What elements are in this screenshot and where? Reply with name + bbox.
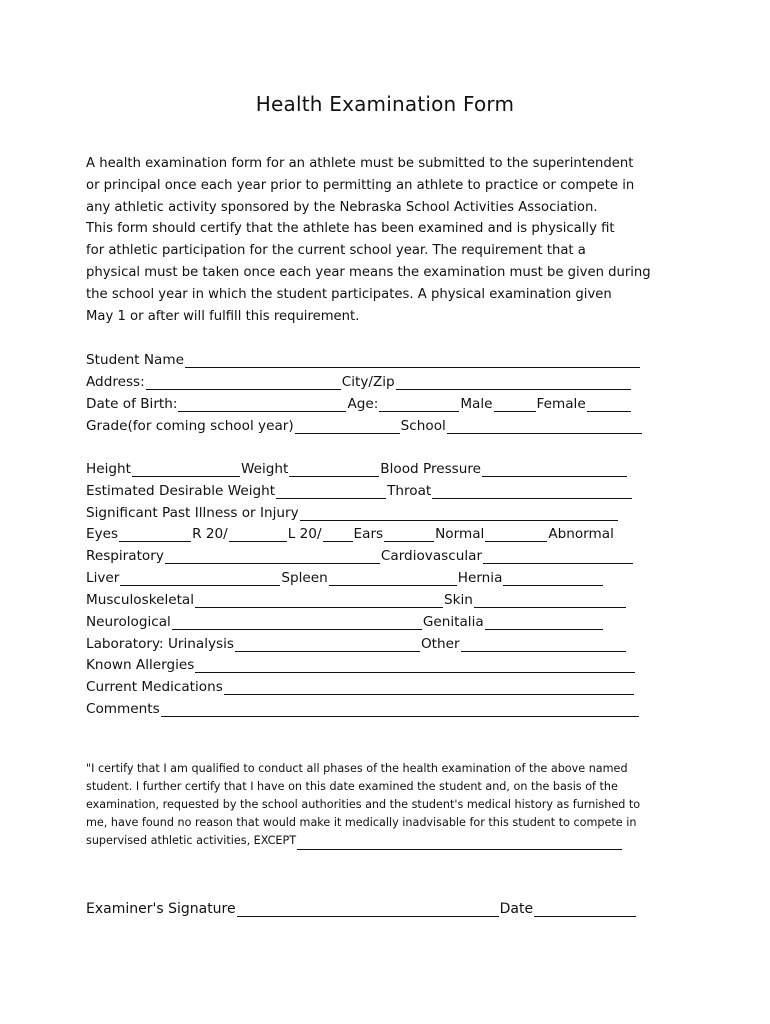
throat-field[interactable]	[432, 484, 632, 499]
past-illness-field[interactable]	[300, 506, 618, 521]
height-label: Height	[86, 461, 131, 477]
other-field[interactable]	[461, 637, 626, 652]
other-label: Other	[420, 636, 460, 652]
height-field[interactable]	[132, 462, 240, 477]
liver-label: Liver	[86, 570, 120, 586]
blood-pressure-label: Blood Pressure	[380, 461, 482, 477]
certification-line: student. I further certify that I have on this date examined the student and, on the basis of the	[86, 780, 618, 793]
comments-row	[86, 697, 640, 717]
examiner-signature-label: Examiner's Signature	[86, 901, 236, 917]
intro-line: May 1 or after will fulfill this requirement.	[86, 308, 360, 324]
address-row	[86, 370, 632, 390]
liver-field[interactable]	[120, 571, 280, 586]
school-label: School	[400, 418, 446, 434]
genitalia-field[interactable]	[485, 615, 603, 630]
musculoskeletal-field[interactable]	[195, 593, 443, 608]
lab-label: Laboratory: Urinalysis	[86, 636, 234, 652]
allergies-row	[86, 653, 636, 673]
intro-line: A health examination form for an athlete must be submitted to the superintendent	[86, 156, 634, 171]
intro-line: or principal once each year prior to permitting an athlete to practice or compete in	[86, 177, 635, 193]
address-field[interactable]	[146, 375, 341, 390]
neurological-field[interactable]	[172, 615, 422, 630]
spleen-field[interactable]	[329, 571, 457, 586]
height-row	[86, 457, 628, 477]
lab-field[interactable]	[235, 637, 420, 652]
eyes-field[interactable]	[119, 527, 191, 542]
certification-line: "I certify that I am qualified to conduct all phases of the health examination of the above named	[86, 762, 628, 775]
est-weight-row	[86, 479, 633, 499]
age-label: Age:	[347, 396, 379, 412]
female-field[interactable]	[587, 397, 631, 412]
intro-line: This form should certify that the athlete has been examined and is physically fit	[86, 221, 615, 237]
student-name-row	[86, 348, 641, 368]
intro-paragraph	[86, 153, 686, 327]
blood-pressure-field[interactable]	[482, 462, 627, 477]
male-field[interactable]	[494, 397, 536, 412]
male-label: Male	[460, 396, 493, 412]
neurological-label: Neurological	[86, 614, 171, 630]
musculoskeletal-row	[86, 588, 627, 608]
city-zip-label: City/Zip	[341, 374, 395, 390]
student-name-field[interactable]	[185, 353, 640, 368]
ears-field[interactable]	[384, 527, 434, 542]
comments-field[interactable]	[161, 702, 639, 717]
medications-row	[86, 675, 635, 695]
r20-field[interactable]	[229, 527, 287, 542]
est-weight-field[interactable]	[276, 484, 386, 499]
certification-line: examination, requested by the school authorities and the student's medical history as furnished to	[86, 798, 641, 811]
l20-field[interactable]	[323, 527, 353, 542]
est-weight-label: Estimated Desirable Weight	[86, 483, 276, 499]
weight-field[interactable]	[289, 462, 379, 477]
past-illness-row	[86, 501, 619, 521]
spleen-label: Spleen	[281, 570, 328, 586]
dob-row	[86, 392, 632, 412]
allergies-field[interactable]	[195, 658, 635, 673]
city-zip-field[interactable]	[396, 375, 631, 390]
intro-line: the school year in which the student participates. A physical examination given	[86, 286, 612, 302]
lab-row	[86, 632, 627, 652]
intro-line: for athletic participation for the current school year. The requirement that a	[86, 243, 586, 259]
liver-row	[86, 566, 604, 586]
date-field[interactable]	[534, 902, 636, 917]
certification-statement	[86, 760, 686, 850]
certification-except-row	[86, 832, 686, 850]
r20-label: R 20/	[192, 526, 228, 542]
certification-line: me, have found no reason that would make it medically inadvisable for this student to compete in	[86, 816, 637, 829]
genitalia-label: Genitalia	[422, 614, 484, 630]
grade-label: Grade(for coming school year)	[86, 418, 294, 434]
normal-field[interactable]	[485, 527, 547, 542]
signature-row	[86, 895, 637, 917]
hernia-field[interactable]	[503, 571, 603, 586]
respiratory-row	[86, 544, 634, 564]
comments-label: Comments	[86, 701, 160, 717]
intro-line: physical must be taken once each year means the examination must be given during	[86, 264, 651, 280]
address-label: Address:	[86, 374, 145, 390]
page-title: Health Examination Form	[255, 92, 515, 116]
weight-label: Weight	[240, 461, 289, 477]
ears-label: Ears	[353, 526, 384, 542]
age-field[interactable]	[379, 397, 459, 412]
l20-label: L 20/	[287, 526, 322, 542]
eyes-label: Eyes	[86, 526, 119, 542]
certification-line: supervised athletic activities, EXCEPT	[86, 834, 297, 847]
allergies-label: Known Allergies	[86, 657, 195, 673]
musculoskeletal-label: Musculoskeletal	[86, 592, 195, 608]
date-label: Date	[499, 901, 534, 917]
eyes-row	[86, 522, 614, 542]
female-label: Female	[536, 396, 586, 412]
grade-row	[86, 414, 643, 434]
dob-label: Date of Birth:	[86, 396, 178, 412]
respiratory-field[interactable]	[165, 549, 380, 564]
school-field[interactable]	[447, 419, 642, 434]
throat-label: Throat	[387, 483, 432, 499]
student-name-label: Student Name	[86, 352, 184, 368]
intro-line: any athletic activity sponsored by the Nebraska School Activities Association.	[86, 199, 598, 215]
past-illness-label: Significant Past Illness or Injury	[86, 505, 299, 521]
cardiovascular-field[interactable]	[483, 549, 633, 564]
neurological-row	[86, 610, 604, 630]
hernia-label: Hernia	[457, 570, 503, 586]
skin-field[interactable]	[474, 593, 626, 608]
medications-field[interactable]	[224, 680, 634, 695]
normal-label: Normal	[435, 526, 485, 542]
medications-label: Current Medications	[86, 679, 223, 695]
skin-label: Skin	[444, 592, 473, 608]
respiratory-label: Respiratory	[86, 548, 164, 564]
except-field[interactable]	[297, 837, 622, 850]
cardiovascular-label: Cardiovascular	[380, 548, 483, 564]
examiner-signature-field[interactable]	[237, 902, 499, 917]
abnormal-label: Abnormal	[548, 526, 614, 542]
dob-field[interactable]	[178, 397, 346, 412]
grade-field[interactable]	[295, 419, 400, 434]
